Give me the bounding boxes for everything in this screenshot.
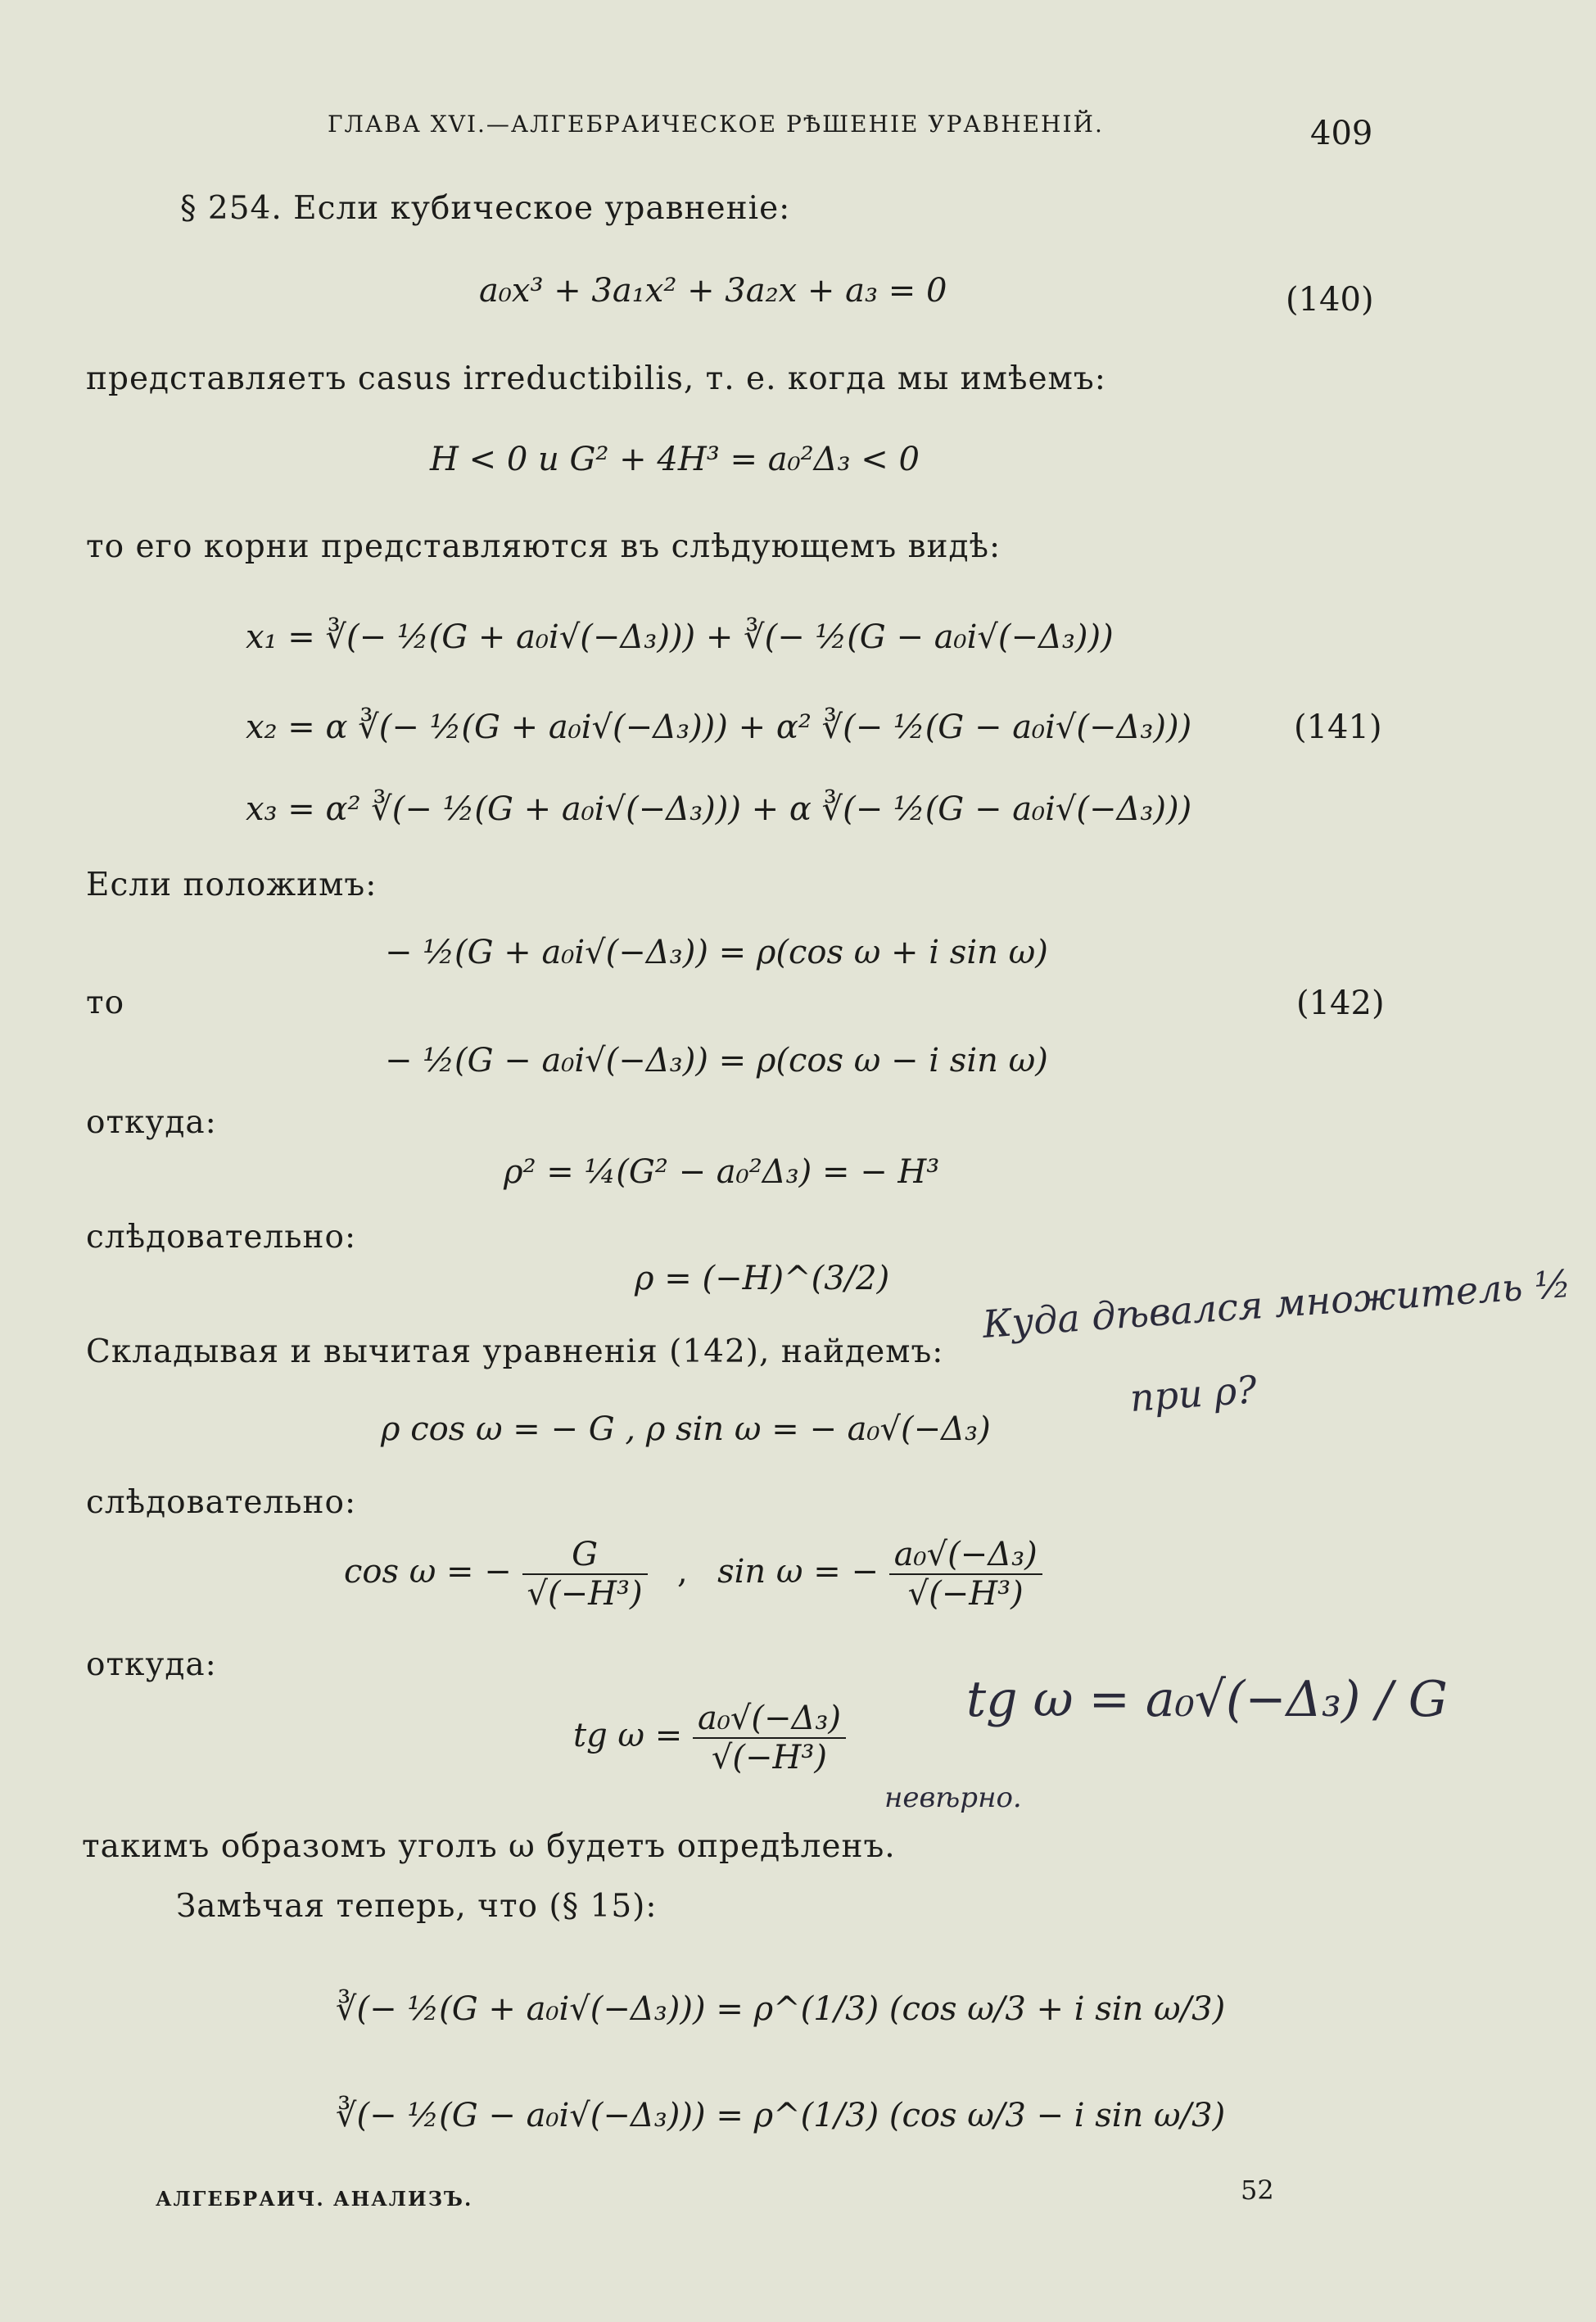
cube-root-plus: ∛(− ½(G + a₀i√(−Δ₃))) = ρ^(1/3) (cos ω/3 + i sin ω/3) [336, 1990, 1226, 2028]
equation-number-141: (141) [1294, 708, 1382, 746]
rho-squared: ρ² = ¼(G² − a₀²Δ₃) = − H³ [504, 1153, 940, 1191]
rho-value: ρ = (−H)^(3/2) [635, 1260, 890, 1297]
noting-section-15: Замѣчая теперь, что (§ 15): [176, 1888, 658, 1925]
section-254-intro: § 254. Если кубическое уравненіе: [180, 190, 791, 227]
page-number: 409 [1310, 115, 1373, 152]
whence-1: откуда: [86, 1104, 217, 1141]
footer-signature-number: 52 [1241, 2175, 1274, 2206]
cube-root-minus: ∛(− ½(G − a₀i√(−Δ₃))) = ρ^(1/3) (cos ω/3 − i sin ω/3) [336, 2097, 1226, 2134]
root-x2: x₂ = α ∛(− ½(G + a₀i√(−Δ₃))) + α² ∛(− ½(G − a₀i√(−Δ₃))) [246, 708, 1192, 746]
handwritten-wrong-mark: невѣрно. [884, 1781, 1022, 1814]
sin-denominator: √(−H³) [907, 1575, 1024, 1613]
hence-1: слѣдовательно: [86, 1219, 357, 1256]
footer-book-title: АЛГЕБРАИЧ. АНАЛИЗЪ. [156, 2187, 473, 2211]
tg-fraction [693, 1700, 846, 1777]
cos-lhs: cos ω = − [344, 1553, 512, 1591]
sin-lhs: sin ω = − [717, 1553, 879, 1591]
casus-irreductibilis-line: представляетъ casus irreductibilis, т. е. когда мы имѣемъ: [86, 360, 1106, 397]
handwritten-tg-correction: tg ω = a₀√(−Δ₃) / G [966, 1671, 1448, 1728]
running-title: ГЛАВА XVI.—АЛГЕБРАИЧЕСКОЕ РѢШЕНІЕ УРАВНЕНІЙ. [328, 111, 1104, 138]
cos-fraction [522, 1536, 648, 1613]
equation-140: a₀x³ + 3a₁x² + 3a₂x + a₃ = 0 [479, 272, 947, 310]
tg-numerator: a₀√(−Δ₃) [693, 1700, 846, 1739]
cos-numerator: G [522, 1536, 648, 1575]
tg-denominator: √(−H³) [711, 1739, 828, 1777]
sin-fraction [889, 1536, 1042, 1613]
separator-comma: , [677, 1553, 688, 1591]
rho-cos-sin: ρ cos ω = − G , ρ sin ω = − a₀√(−Δ₃) [381, 1410, 991, 1448]
roots-intro: то его корни представляются въ слѣдующемъ видѣ: [86, 528, 1001, 565]
tangent-equation [573, 1700, 846, 1777]
if-we-set: Если положимъ: [86, 867, 378, 903]
hence-2: слѣдовательно: [86, 1484, 357, 1521]
equation-number-142: (142) [1296, 984, 1385, 1022]
root-x3: x₃ = α² ∛(− ½(G + a₀i√(−Δ₃))) + α ∛(− ½(G − a₀i√(−Δ₃))) [246, 790, 1192, 828]
handwritten-note-at-rho: при ρ? [1128, 1367, 1259, 1420]
whence-2: откуда: [86, 1646, 217, 1683]
tg-lhs: tg ω = [573, 1717, 683, 1754]
cos-sin-fractions [344, 1536, 1042, 1613]
rho-plus-equation: − ½(G + a₀i√(−Δ₃)) = ρ(cos ω + i sin ω) [385, 934, 1048, 971]
adding-subtracting: Складывая и вычитая уравненія (142), найдемъ: [86, 1333, 944, 1370]
cos-denominator: √(−H³) [527, 1575, 643, 1613]
handwritten-note-multiplier: Куда дѣвался множитель ½ [981, 1261, 1573, 1347]
equation-number-140: (140) [1286, 281, 1374, 319]
rho-minus-equation: − ½(G − a₀i√(−Δ₃)) = ρ(cos ω − i sin ω) [385, 1042, 1048, 1080]
angle-determined: такимъ образомъ уголъ ω будетъ опредѣленъ. [82, 1828, 896, 1865]
then-word: то [86, 984, 125, 1021]
condition-equation: H < 0 и G² + 4H³ = a₀²Δ₃ < 0 [430, 441, 920, 478]
root-x1: x₁ = ∛(− ½(G + a₀i√(−Δ₃))) + ∛(− ½(G − a₀i√(−Δ₃))) [246, 618, 1114, 656]
sin-numerator: a₀√(−Δ₃) [889, 1536, 1042, 1575]
